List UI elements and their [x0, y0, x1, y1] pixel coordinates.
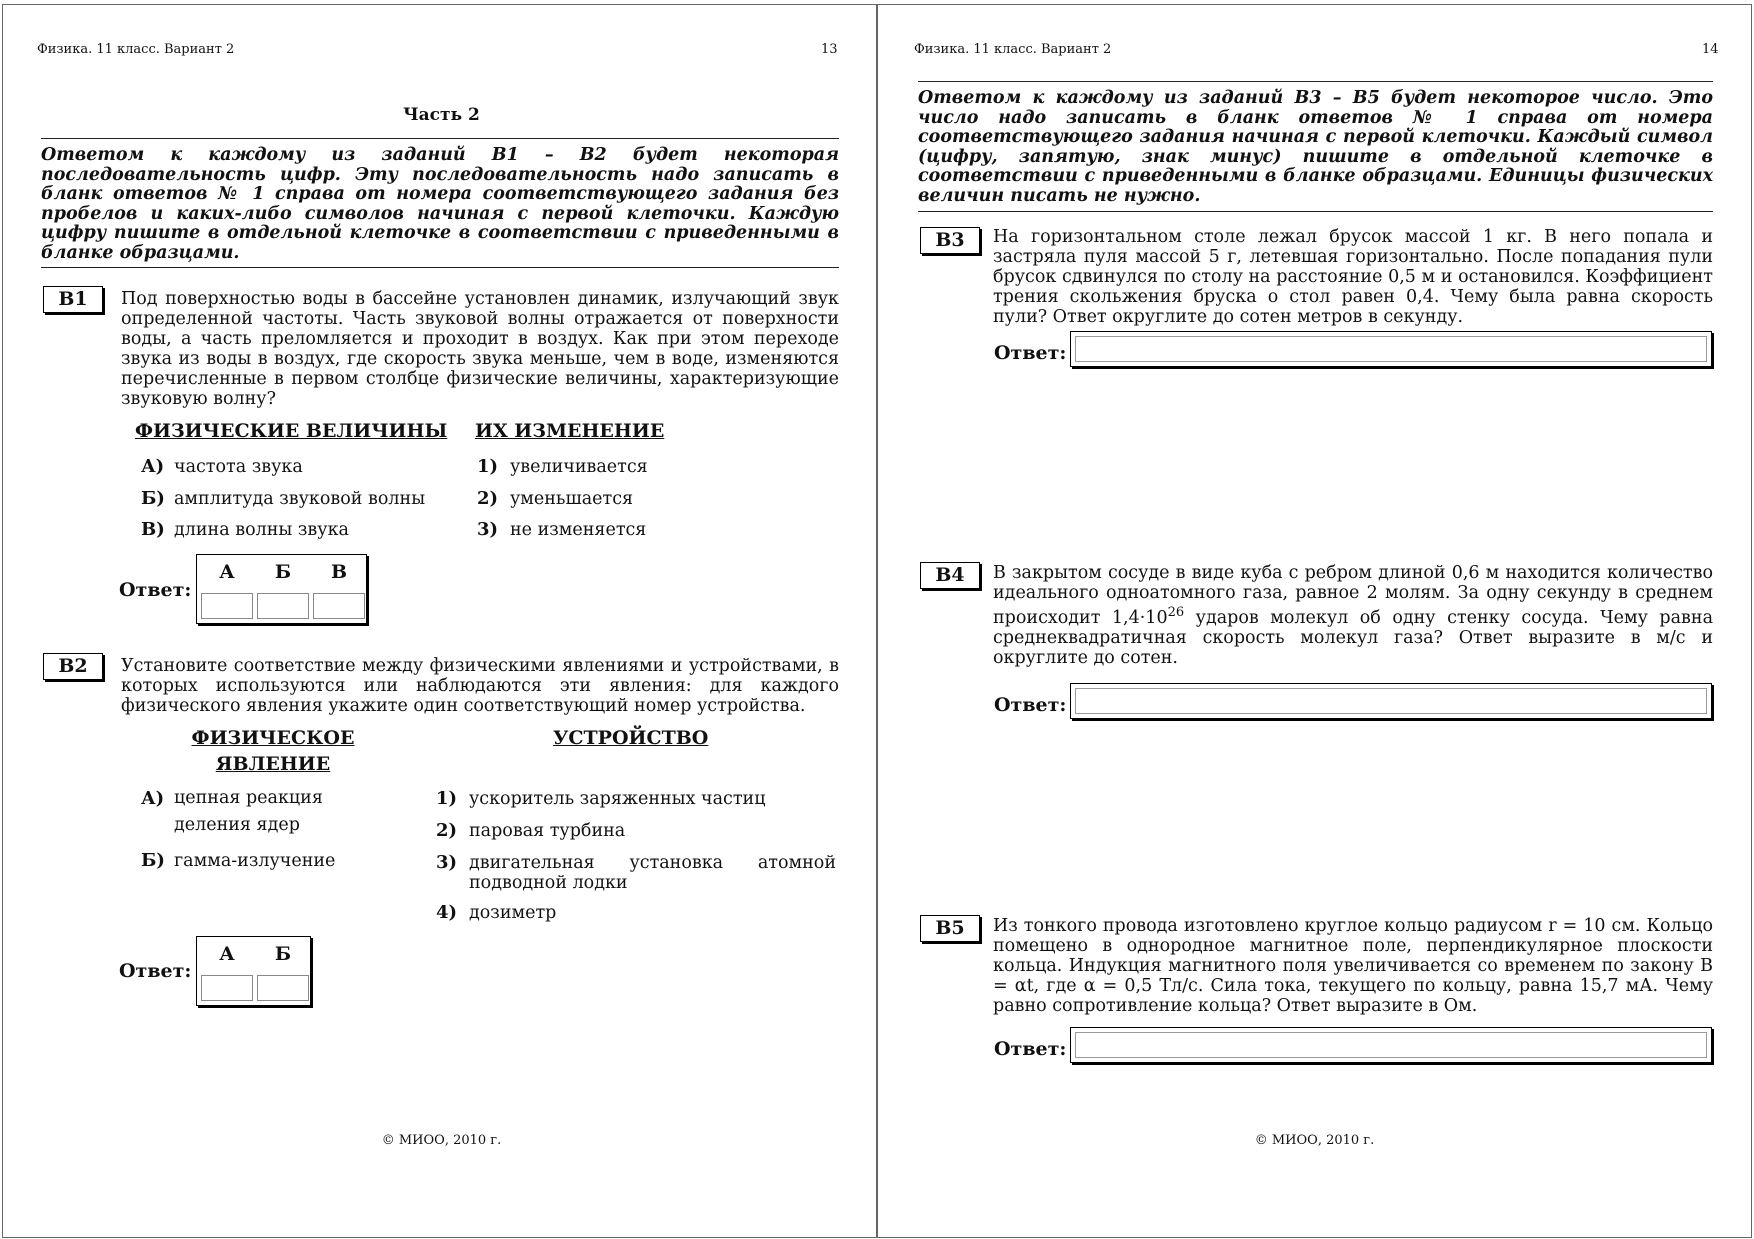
question-text-b2: Установите соответствие между физическими явлениями и устройствами, в которых используются или наблюдаются эти явления: для каждого физического явления укажите один соответствующий номер устройства. — [121, 656, 839, 716]
list-item: А) цепная реакция деления ядер — [141, 788, 323, 835]
answer-grid-b2 — [196, 936, 311, 1006]
column-header: ФИЗИЧЕСКИЕ ВЕЛИЧИНЫ — [135, 420, 448, 442]
page-right — [877, 4, 1752, 1238]
grid-column-label: А — [219, 561, 235, 583]
page-header: Физика. 11 класс. Вариант 2 — [914, 42, 1112, 57]
instruction-text: Ответом к каждому из заданий B1 – B2 будет некоторая последовательность цифр. Эту последовательность надо записать в бланк ответов № 1 справа от номера соответствующего задания без пробелов и каких-либо символов начиная с первой клеточки. Каждую цифру пишите в отдельной клеточке в соответствии с приведенными в бланке образцами. — [41, 145, 839, 263]
answer-cell[interactable] — [257, 975, 309, 1001]
answer-box-b4[interactable] — [1070, 683, 1712, 719]
page-footer: © МИОО, 2010 г. — [1254, 1133, 1375, 1148]
list-item: 4) дозиметр — [436, 902, 557, 923]
list-item: 2) паровая турбина — [436, 820, 626, 841]
list-item: 3) двигательная установка атомной подводной лодки — [436, 852, 836, 893]
grid-column-label: Б — [274, 561, 292, 583]
answer-label: Ответ: — [119, 960, 192, 982]
list-item: 1) увеличивается — [477, 456, 648, 477]
page-number: 13 — [821, 42, 838, 57]
answer-grid-b1 — [196, 554, 367, 624]
question-text-b4: В закрытом сосуде в виде куба с ребром длиной 0,6 м находится количество идеального одноатомного газа, равное 2 молям. За одну секунду в среднем происходит $1,4\cdot 10^{26}$ ударов молекул об одну стенку сосуда. Чему равна среднеквадратичная скорость молекул газа? Ответ выразите в м/с и округлите до сотен. — [993, 563, 1713, 668]
column-header: ИХ ИЗМЕНЕНИЕ — [475, 420, 665, 442]
divider — [41, 267, 839, 268]
question-label-b1: B1 — [43, 286, 103, 313]
column-header: УСТРОЙСТВО — [553, 727, 709, 749]
answer-cell[interactable] — [257, 593, 309, 619]
instruction-text: Ответом к каждому из заданий В3 – В5 будет некоторое число. Это число надо записать в бланк ответов № 1 справа от номера соответствующего задания начиная с первой клеточки. Каждый символ (цифру, запятую, знак минус) пишите в отдельной клеточке в соответствии с приведенными в бланке образцами. Единицы физических величин писать не нужно. — [918, 88, 1713, 206]
divider — [918, 211, 1713, 212]
grid-column-label: В — [330, 561, 348, 583]
question-label-b4: B4 — [920, 562, 980, 589]
question-label-b3: B3 — [920, 227, 980, 254]
grid-column-label: А — [219, 943, 235, 965]
divider — [41, 138, 839, 139]
question-text-b5: Из тонкого провода изготовлено круглое кольцо радиусом r = 10 см. Кольцо помещено в однородное магнитное поле, перпендикулярное плоскости кольца. Индукция магнитного поля увеличивается со временем по закону B = αt, где α = 0,5 Тл/с. Сила тока, текущего по кольцу, равна 15,7 мА. Чему равно сопротивление кольца? Ответ выразите в Ом. — [993, 916, 1713, 1016]
page-header: Физика. 11 класс. Вариант 2 — [37, 42, 235, 57]
question-label-b5: B5 — [920, 915, 980, 942]
list-item: Б) гамма-излучение — [141, 850, 336, 871]
list-item: А) частота звука — [141, 456, 303, 477]
answer-box-b3[interactable] — [1070, 331, 1712, 367]
page-left — [2, 4, 877, 1238]
answer-box-b5[interactable] — [1070, 1027, 1712, 1063]
answer-cell[interactable] — [201, 593, 253, 619]
part-title: Часть 2 — [403, 105, 480, 125]
list-item: Б) амплитуда звуковой волны — [141, 488, 426, 509]
list-item: 2) уменьшается — [477, 488, 634, 509]
list-item: 1) ускоритель заряженных частиц — [436, 788, 766, 809]
answer-label: Ответ: — [994, 694, 1067, 716]
question-label-b2: B2 — [43, 653, 103, 680]
answer-label: Ответ: — [994, 342, 1067, 364]
question-text-b3: На горизонтальном столе лежал брусок массой 1 кг. В него попала и застряла пуля массой 5 г, летевшая горизонтально. После попадания пули брусок сдвинулся по столу на расстояние 0,5 м и остановился. Коэффициент трения скольжения бруска о стол равен 0,4. Чему была равна скорость пули? Ответ округлите до сотен метров в секунду. — [993, 227, 1713, 327]
answer-label: Ответ: — [994, 1038, 1067, 1060]
answer-label: Ответ: — [119, 579, 192, 601]
answer-cell[interactable] — [313, 593, 365, 619]
page-footer: © МИОО, 2010 г. — [381, 1133, 502, 1148]
page-number: 14 — [1702, 42, 1719, 57]
answer-cell[interactable] — [201, 975, 253, 1001]
grid-column-label: Б — [274, 943, 292, 965]
divider — [918, 81, 1713, 82]
column-header: ФИЗИЧЕСКОЕ ЯВЛЕНИЕ — [191, 727, 355, 775]
list-item: В) длина волны звука — [141, 519, 349, 540]
list-item: 3) не изменяется — [477, 519, 647, 540]
question-text-b1: Под поверхностью воды в бассейне установлен динамик, излучающий звук определенной частоты. Часть звуковой волны отражается от поверхности воды, а часть преломляется и проходит в воздух. Как при этом переходе звука из воды в воздух, где скорость звука меньше, чем в воде, изменяются перечисленные в первом столбце физические величины, характеризующие звуковую волну? — [121, 289, 839, 409]
